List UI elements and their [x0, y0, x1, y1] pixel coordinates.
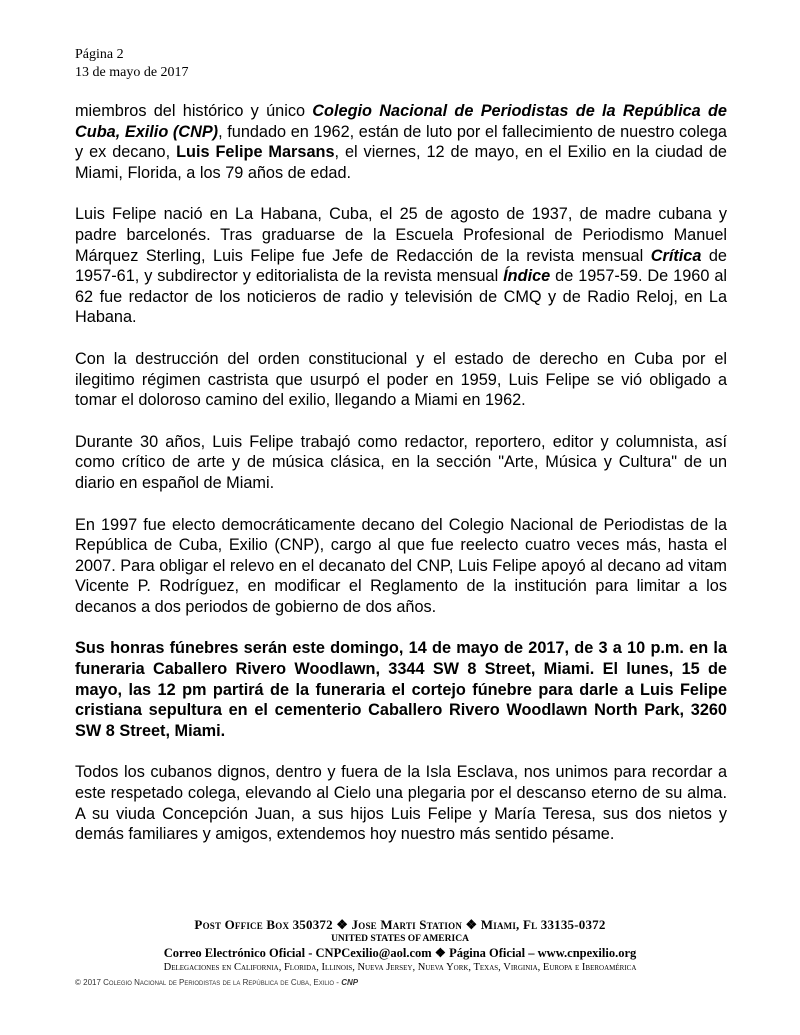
cnp-name: Colegio Nacional de Periodistas de la República de Cuba, Exilio (CNP) [75, 102, 727, 141]
page-date: 13 de mayo de 2017 [75, 65, 189, 80]
footer-country: UNITED STATES OF AMERICA [331, 934, 469, 944]
footer-address: Post Office Box 350372 ❖ Jose Marti Station ❖ Miami, Fl 33135-0372 [194, 917, 606, 932]
deceased-name: Luis Felipe Marsans [176, 143, 335, 162]
paragraph-7: Todos los cubanos dignos, dentro y fuera de la Isla Esclava, nos unimos para recordar a este respetado colega, elevando al Cielo una plegaria por el descanso eterno de su alma. A su viuda Concepción Juan, a sus hijos Luis Felipe y María Teresa, sus dos nietos y demás familiares y amigos, extendemos hoy nuestro más sentido pésame. [75, 763, 727, 844]
p1-text-3: , el viernes, 12 de mayo, en el Exilio en la ciudad de Miami, Florida, a los 79 años de edad. [75, 143, 727, 182]
magazine-indice: Índice [503, 267, 551, 286]
paragraph-funeral-details: Sus honras fúnebres serán este domingo, 14 de mayo de 2017, de 3 a 10 p.m. en la funeraria Caballero Rivero Woodlawn, 3344 SW 8 Street, Miami. El lunes, 15 de mayo, las 12 pm partirá de la funeraria el cortejo fúnebre para darle a Luis Felipe cristiana sepultura en el cementerio Caballero Rivero Woodlawn North Park, 3260 SW 8 Street, Miami. [75, 639, 727, 740]
paragraph-2 [75, 204, 727, 328]
page-number: Página 2 [75, 47, 124, 62]
letter-body [75, 101, 727, 866]
paragraph-1 [75, 101, 727, 183]
footer-delegations: Delegaciones en California, Florida, Illinois, Nueva Jersey, Nueva York, Texas, Virginia, Europa e Iberoamérica [163, 962, 637, 973]
paragraph-5: En 1997 fue electo democráticamente decano del Colegio Nacional de Periodistas de la República de Cuba, Exilio (CNP), cargo al que fue reelecto cuatro veces más, hasta el 2007. Para obligar el relevo en el decanato del CNP, Luis Felipe apoyó al decano ad vitam Vicente P. Rodríguez, en modificar el Reglamento de la institución para limitar a los decanos a dos periodos de gobierno de dos años. [75, 515, 727, 616]
p1-text-1: miembros del histórico y único [75, 102, 313, 120]
p2-text-2: de 1957-61, y subdirector y editorialista de la revista mensual [75, 246, 727, 286]
p2-text-1: Luis Felipe nació en La Habana, Cuba, el 25 de agosto de 1937, de madre cubana y padre barcelonés. Tras graduarse de la Escuela Profesional de Periodismo Manuel Márquez Sterling, Luis Felipe fue Jefe de Redacción de la revista mensual [75, 205, 727, 265]
footer-contact: Correo Electrónico Oficial - CNPCexilio@aol.com ❖ Página Oficial – www.cnpexilio.org [163, 946, 637, 960]
page-header [75, 46, 189, 82]
p1-text-2: , fundado en 1962, están de luto por el fallecimiento de nuestro colega y ex decano, [75, 122, 727, 162]
copyright-text: © 2017 Colegio Nacional de Periodistas de la República de Cuba, Exilio - [75, 978, 342, 987]
p2-text-3: de 1957-59. De 1960 al 62 fue redactor de los noticieros de radio y televisión de CMQ y de Radio Reloj, en La Habana. [75, 267, 727, 327]
magazine-critica: Crítica [650, 246, 702, 265]
paragraph-3: Con la destrucción del orden constitucional y el estado de derecho en Cuba por el ilegitimo régimen castrista que usurpó el poder en 1959, Luis Felipe se vió obligado a tomar el doloroso camino del exilio, llegando a Miami en 1962. [75, 349, 727, 410]
copyright-cnp: CNP [341, 978, 359, 987]
copyright-notice [75, 978, 358, 988]
paragraph-4: Durante 30 años, Luis Felipe trabajó como redactor, reportero, editor y columnista, así como crítico de arte y de música clásica, en la sección "Arte, Música y Cultura" de un diario en español de Miami. [75, 432, 727, 492]
letterhead-footer [0, 917, 800, 974]
